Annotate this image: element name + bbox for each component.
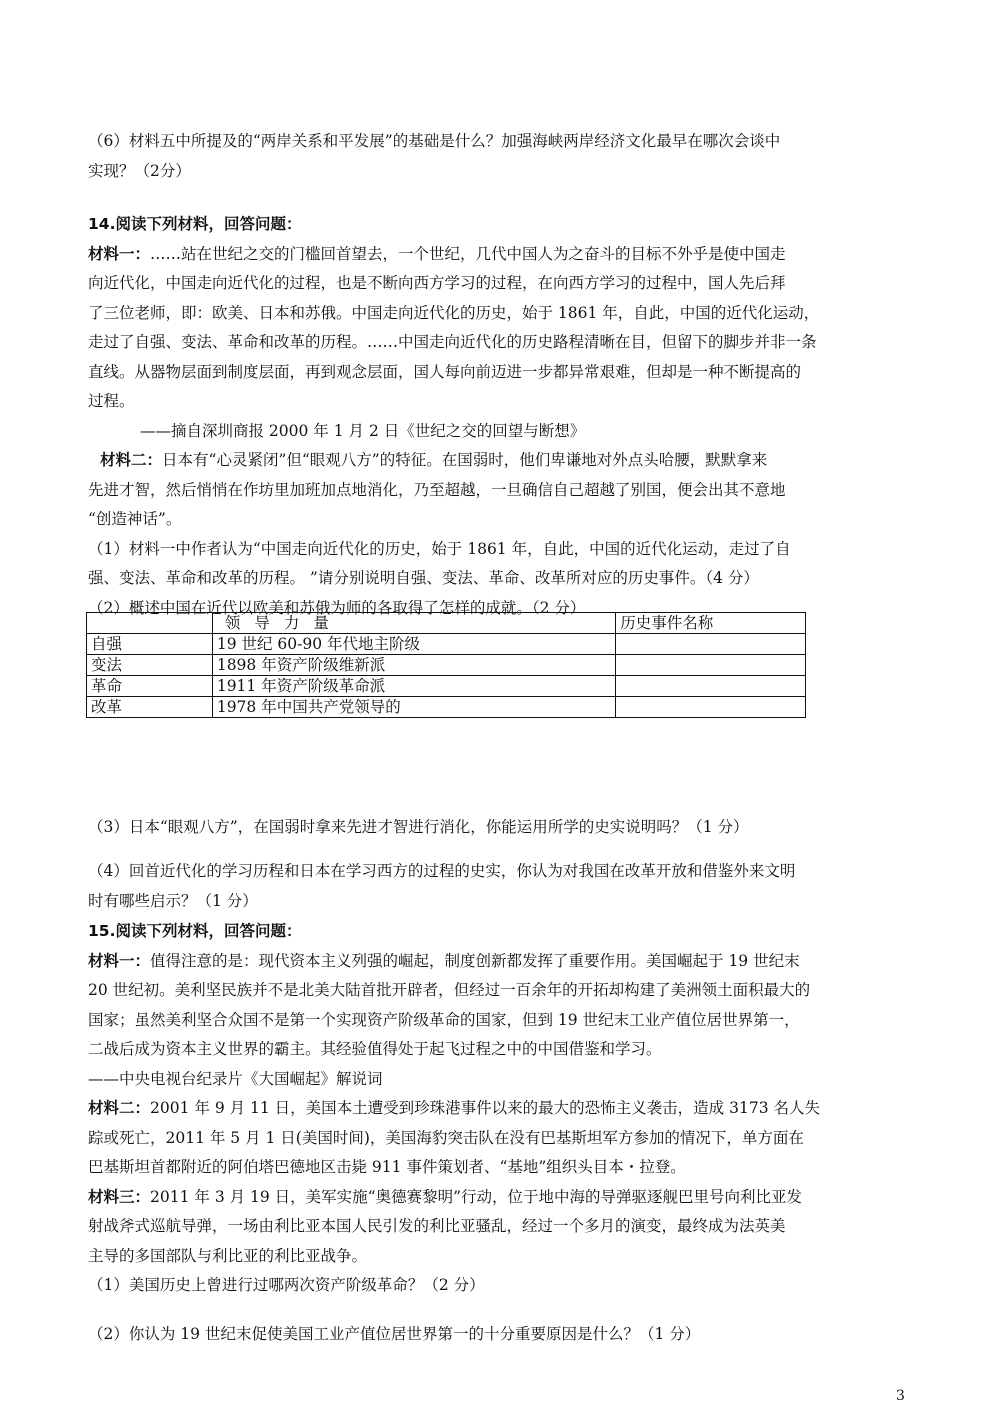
q14-m1-source: ——摘自深圳商报 2000 年 1 月 2 日《世纪之交的回望与断想》 xyxy=(140,421,586,440)
q15-m3-line: 主导的多国部队与利比亚的利比亚战争。 xyxy=(88,1246,368,1265)
event-answer-cell[interactable] xyxy=(616,634,806,655)
q15-m2-line: 踪或死亡，2011 年 5 月 1 日(美国时间)，美国海豹突击队在没有巴基斯坦军方参加的情况下，单方面在 xyxy=(88,1128,804,1147)
q14-part4 xyxy=(88,836,910,916)
q15-m1-line: 国家；虽然美利坚合众国不是第一个实现资产阶级革命的国家，但到 19 世纪末工业产值位居世界第一， xyxy=(88,1010,800,1029)
stage-cell: 改革 xyxy=(87,697,213,718)
q15-m3-label: 材料三： xyxy=(88,1187,151,1206)
q13-part6-line1: （6）材料五中所提及的“两岸关系和平发展”的基础是什么？加强海峡两岸经济文化最早在哪次会谈中 xyxy=(88,132,781,150)
q15-materials xyxy=(88,917,910,1301)
table-row xyxy=(87,634,806,655)
q14-q4-line: （4）回首近代化的学习历程和日本在学习西方的过程的史实，你认为对我国在改革开放和借鉴外来文明 xyxy=(88,862,796,880)
q15-m3-line: 2011 年 3 月 19 日，美军实施“奥德赛黎明”行动，位于地中海的导弹驱逐舰巴里号向利比亚发 xyxy=(150,1187,803,1206)
page-number: 3 xyxy=(896,1388,905,1404)
q15-m1-line: 20 世纪初。美利坚民族并不是北美大陆首批开辟者，但经过一百余年的开拓却构建了美洲领土面积最大的 xyxy=(88,981,811,999)
q15-m1-label: 材料一： xyxy=(88,951,151,970)
q14-m2-line: 先进才智，然后悄悄在作坊里加班加点地消化，乃至超越，一旦确信自己超越了别国，便会出其不意地 xyxy=(88,480,786,499)
q14-m1-line: 走过了自强、变法、革命和改革的历程。……中国走向近代化的历史路程清晰在目，但留下的脚步并非一条 xyxy=(88,333,817,351)
event-answer-cell[interactable] xyxy=(616,676,806,697)
q14-m1-line: 了三位老师，即：欧美、日本和苏俄。中国走向近代化的历史，始于 1861 年，自此，中国的近代化运动， xyxy=(88,303,820,322)
stage-cell: 变法 xyxy=(87,655,213,676)
q13-part6 xyxy=(88,127,910,186)
q14-m1-line: 过程。 xyxy=(88,392,135,410)
q15-m2-label: 材料二： xyxy=(88,1099,151,1117)
q14-m1-line: 直线。从器物层面到制度层面，再到观念层面，国人每向前迈进一步都异常艰难，但却是一种不断提高的 xyxy=(88,362,802,381)
q15-m2-line: 巴基斯坦首都附近的阿伯塔巴德地区击毙 911 事件策划者、“基地”组织头目本・拉登。 xyxy=(88,1158,686,1176)
q15-m3-line: 射战斧式巡航导弹，一场由利比亚本国人民引发的利比亚骚乱，经过一个多月的演变，最终成为法英美 xyxy=(88,1217,786,1235)
q14-q4-line: 时有哪些启示？（1 分） xyxy=(88,891,258,910)
q14-q3: （3）日本“眼观八方”，在国弱时拿来先进才智进行消化，你能运用所学的史实说明吗？（1 分） xyxy=(88,818,749,836)
q14-title: 14.阅读下列材料，回答问题： xyxy=(88,215,302,233)
event-answer-cell[interactable] xyxy=(616,655,806,676)
q15-q1: （1）美国历史上曾进行过哪两次资产阶级革命？（2 分） xyxy=(88,1276,485,1294)
q14-m2-line: 日本有“心灵紧闭”但“眼观八方”的特征。在国弱时，他们卑谦地对外点头哈腰，默默拿来 xyxy=(162,451,768,469)
table-header-cell xyxy=(87,613,213,634)
q15-part2 xyxy=(88,1320,910,1350)
table-row xyxy=(87,676,806,697)
q15-m1-line: 二战后成为资本主义世界的霸主。其经验值得处于起飞过程之中的中国借鉴和学习。 xyxy=(88,1040,662,1058)
q15-m1-source: ——中央电视台纪录片《大国崛起》解说词 xyxy=(88,1069,383,1088)
q14-m1-label: 材料一： xyxy=(88,244,151,263)
q15-title: 15.阅读下列材料，回答问题： xyxy=(88,922,302,940)
q14-m1-line: ……站在世纪之交的门槛回首望去，一个世纪，几代中国人为之奋斗的目标不外乎是使中国走 xyxy=(150,244,786,263)
q14-q2: （2）概述中国在近代以欧美和苏俄为师的各取得了怎样的成就。（2 分） xyxy=(88,598,586,617)
q15-m2-line: 2001 年 9 月 11 日，美国本土遭受到珍珠港事件以来的最大的恐怖主义袭击，造成 3173 名人失 xyxy=(150,1099,820,1117)
q14-q1-line: （1）材料一中作者认为“中国走向近代化的历史，始于 1861 年，自此，中国的近代化运动，走过了自 xyxy=(88,539,791,558)
q13-part6-line2: 实现？（2分） xyxy=(88,161,191,180)
q14-m2-line: “创造神话”。 xyxy=(88,510,182,528)
q14-m1-line: 向近代化，中国走向近代化的过程，也是不断向西方学习的过程，在向西方学习的过程中，国人先后拜 xyxy=(88,274,786,292)
q14-materials xyxy=(88,210,910,623)
event-answer-cell[interactable] xyxy=(616,697,806,718)
q15-m1-line: 值得注意的是：现代资本主义列强的崛起，制度创新都发挥了重要作用。美国崛起于 19 世纪末 xyxy=(150,951,800,970)
stage-cell: 革命 xyxy=(87,676,213,697)
table-row xyxy=(87,655,806,676)
leader-cell: 19 世纪 60-90 年代地主阶级 xyxy=(212,634,615,655)
table-header-cell: 领导力量 xyxy=(212,613,615,634)
leader-cell: 1898 年资产阶级维新派 xyxy=(212,655,615,676)
table-header-row xyxy=(87,613,806,634)
table-header-cell: 历史事件名称 xyxy=(616,613,806,634)
q15-q2: （2）你认为 19 世纪末促使美国工业产值位居世界第一的十分重要原因是什么？（1 分） xyxy=(88,1325,701,1343)
leader-cell: 1978 年中国共产党领导的 xyxy=(212,697,615,718)
modernization-table xyxy=(86,612,806,718)
table-row xyxy=(87,697,806,718)
stage-cell: 自强 xyxy=(87,634,213,655)
leader-cell: 1911 年资产阶级革命派 xyxy=(212,676,615,697)
q14-m2-label: 材料二： xyxy=(100,451,163,469)
q14-q1-line: 强、变法、革命和改革的历程。 ”请分别说明自强、变法、革命、改革所对应的历史事件。（4 分） xyxy=(88,569,759,587)
